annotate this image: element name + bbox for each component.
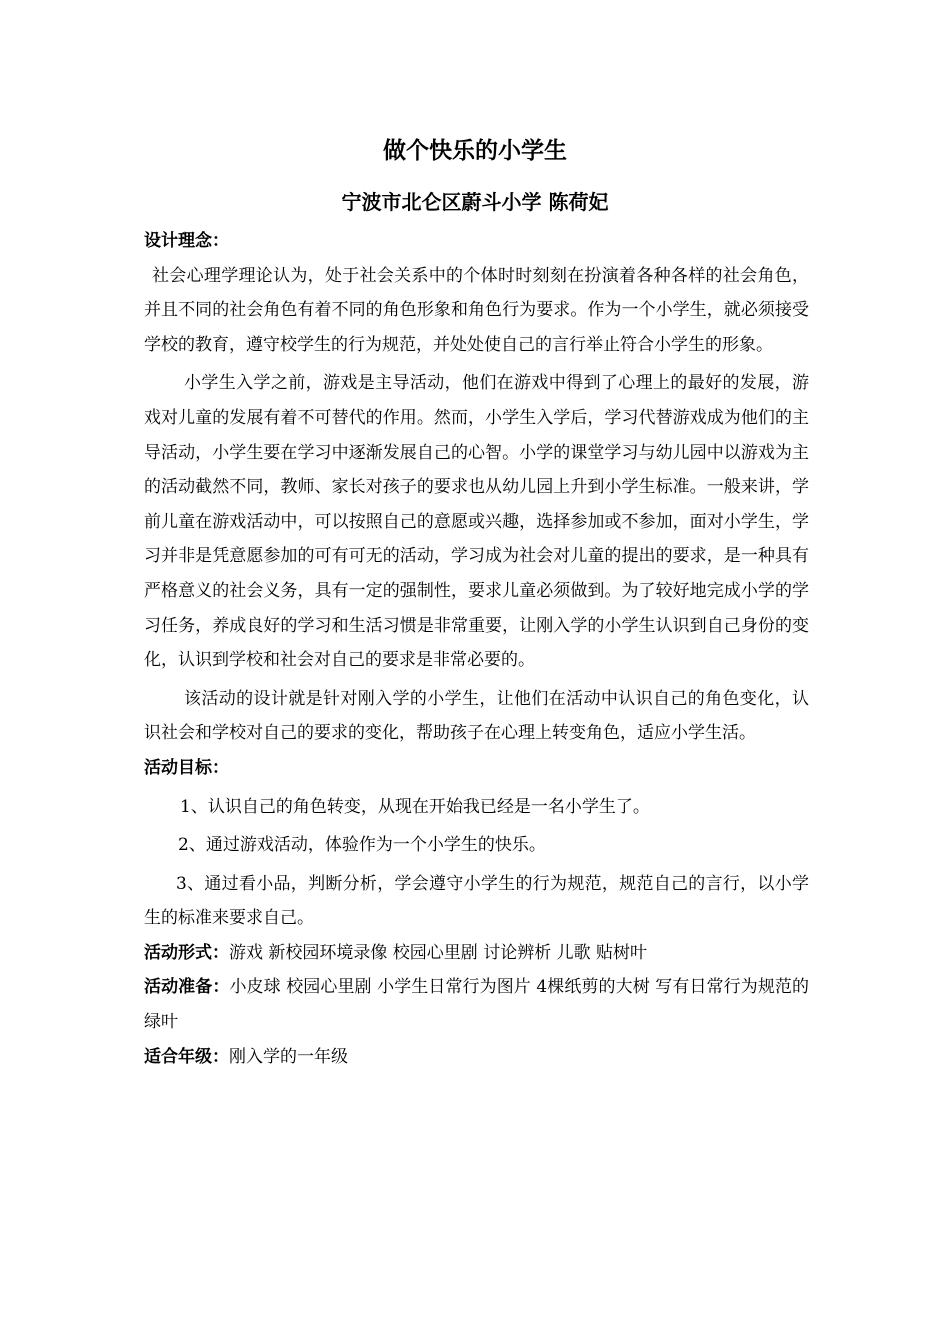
design-paragraph-3: 该活动的设计就是针对刚入学的小学生，让他们在活动中认识自己的角色变化，认识社会和学校对自己的要求的变化，帮助孩子在心理上转变角色，适应小学生活。 xyxy=(144,688,809,744)
activity-form-label: 活动形式： xyxy=(144,942,229,963)
activity-form-value: 游戏 新校园环境录像 校园心里剧 讨论辨析 儿歌 贴树叶 xyxy=(229,942,648,963)
activity-prep-label: 活动准备： xyxy=(144,977,230,998)
goal-item-2: 2、通过游戏活动，体验作为一个小学生的快乐。 xyxy=(178,835,546,856)
grade-line xyxy=(144,1040,809,1075)
goal-item-1: 1、认识自己的角色转变，从现在开始我已经是一名小学生了。 xyxy=(180,796,650,817)
goal-item-3: 3、通过看小品，判断分析，学会遵守小学生的行为规范，规范自己的言行，以小学生的标准来要求自己。 xyxy=(144,873,809,929)
activity-form-line xyxy=(144,936,809,971)
design-heading: 设计理念： xyxy=(144,231,229,251)
document-body xyxy=(144,224,809,1074)
grade-label: 适合年级： xyxy=(144,1046,229,1067)
author-line: 宁波市北仑区蔚斗小学 陈荷妃 xyxy=(341,190,609,214)
activity-prep-value: 小皮球 校园心里剧 小学生日常行为图片 4棵纸剪的大树 写有日常行为规范的绿叶 xyxy=(144,977,809,1033)
goals-heading: 活动目标： xyxy=(144,757,229,778)
document-title: 做个快乐的小学生 xyxy=(383,138,567,164)
activity-prep-line xyxy=(144,970,809,1039)
design-paragraph-2: 小学生入学之前，游戏是主导活动，他们在游戏中得到了心理上的最好的发展，游戏对儿童的发展有着不可替代的作用。然而，小学生入学后，学习代替游戏成为他们的主导活动，小学生要在学习中逐渐发展自己的心智。小学的课堂学习与幼儿园中以游戏为主的活动截然不同，教师、家长对孩子的要求也从幼儿园上升到小学生标准。一般来讲，学前儿童在游戏活动中，可以按照自己的意愿或兴趣，选择参加或不参加，面对小学生，学习并非是凭意愿参加的可有可无的活动，学习成为社会对儿童的提出的要求，是一种具有严格意义的社会义务，具有一定的强制性，要求儿童必须做到。为了较好地完成小学的学习任务，养成良好的学习和生活习惯是非常重要，让刚入学的小学生认识到自己身份的变化，认识到学校和社会对自己的要求是非常必要的。 xyxy=(144,373,809,671)
grade-value: 刚入学的一年级 xyxy=(229,1046,348,1067)
design-paragraph-1: 社会心理学理论认为，处于社会关系中的个体时时刻刻在扮演着各种各样的社会角色，并且不同的社会角色有着不同的角色形象和角色行为要求。作为一个小学生，就必须接受学校的教育，遵守校学生的行为规范，并处处使自己的言行举止符合小学生的形象。 xyxy=(144,265,809,355)
